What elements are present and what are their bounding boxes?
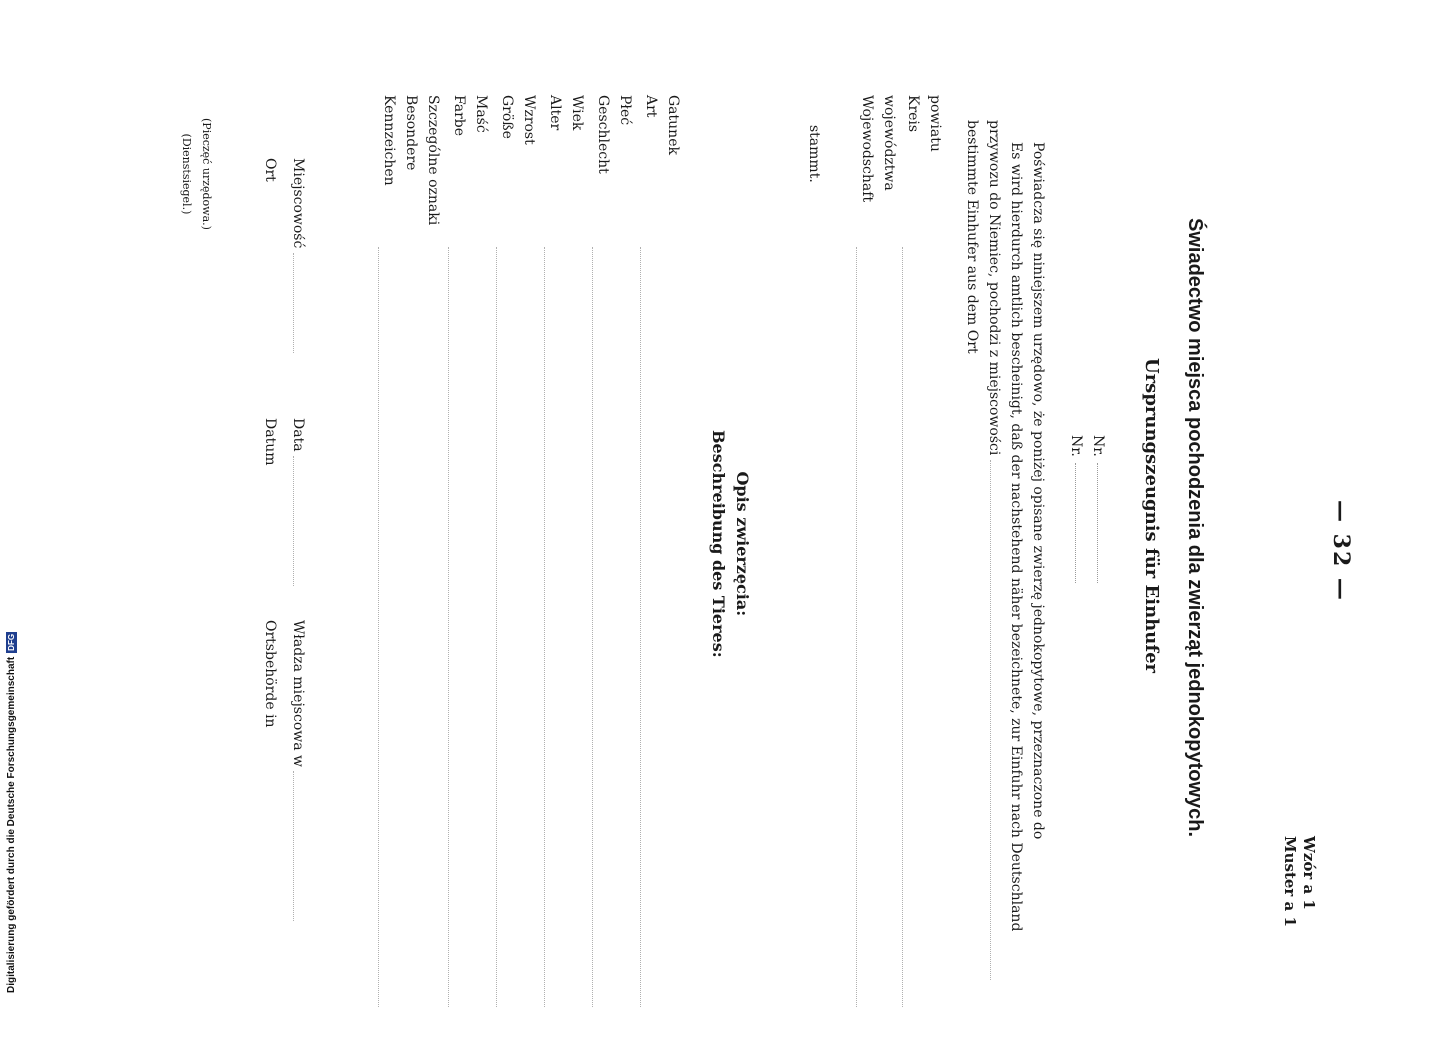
field-fill-line bbox=[448, 247, 463, 1007]
intro-line2-pl bbox=[983, 120, 1005, 1050]
intro-line-pl: Poświadcza się niniejszem urzędowo, że poniżej opisane zwierzę jednokopytowe, przeznaczone do bbox=[1030, 142, 1046, 840]
field-fill-line bbox=[640, 247, 655, 1007]
official-stamp-note bbox=[176, 118, 216, 230]
field-label-de: Art bbox=[643, 95, 659, 118]
field-label-pl: Wiek bbox=[569, 95, 585, 131]
document-body bbox=[134, 0, 1434, 1000]
number-label-pl: Nr. bbox=[1090, 435, 1106, 457]
model-number-pl: Wzór a 1 bbox=[1300, 836, 1318, 910]
footer-place bbox=[256, 158, 312, 353]
field-fill-line bbox=[496, 247, 511, 1007]
credit-text: Digitalisierung gefördert durch die Deutsche Forschungsgemeinschaft bbox=[6, 656, 17, 993]
stammt-text: stammt. bbox=[806, 125, 822, 183]
field-label-de: Geschlecht bbox=[595, 95, 611, 174]
stamp-label-pl: (Pieczęć urzędowa.) bbox=[200, 118, 213, 230]
intro-line-de: Es wird hierdurch amtlich bescheinigt, daß der nachstehend näher bezeichnete, zur Einfuhr nach Deutschland bbox=[1008, 142, 1024, 932]
description-heading-pl: Opis zwierzęcia: bbox=[733, 471, 752, 617]
field-label-de: Größe bbox=[499, 95, 515, 139]
footer-date bbox=[256, 418, 312, 586]
number-fill-line bbox=[1098, 463, 1099, 583]
intro-line2-de: bestimmte Einhufer aus dem Ort bbox=[964, 120, 980, 354]
origin-field-district bbox=[902, 95, 946, 1007]
intro-paragraph bbox=[961, 120, 1049, 1050]
desc-field-age bbox=[544, 95, 588, 1007]
field-label-pl: Gatunek bbox=[665, 95, 681, 155]
field-label-de: Alter bbox=[547, 95, 563, 131]
origin-place-label-pl: przywozu do Niemiec, pochodzi z miejscowości bbox=[986, 120, 1002, 456]
desc-field-sex bbox=[592, 95, 636, 1007]
description-heading-de: Beschreibung des Tieres: bbox=[709, 430, 728, 658]
digitization-credit bbox=[6, 632, 17, 993]
field-label-pl: województwa bbox=[881, 95, 897, 191]
field-fill-line bbox=[902, 247, 917, 1007]
footer-authority bbox=[256, 620, 312, 921]
authority-label-de: Ortsbehörde in bbox=[262, 620, 278, 728]
date-label-pl: Data bbox=[290, 418, 306, 452]
field-label-pl: powiatu bbox=[927, 95, 943, 152]
description-heading bbox=[706, 430, 754, 658]
field-label-pl: Maść bbox=[473, 95, 489, 133]
authority-label-pl: Władza miejscowa w bbox=[290, 620, 306, 768]
dfg-logo-icon: DFG bbox=[7, 633, 16, 651]
number-fill-line-de bbox=[1076, 463, 1077, 583]
model-number-de: Muster a 1 bbox=[1281, 836, 1299, 927]
place-label-pl: Miejscowość bbox=[290, 158, 306, 249]
desc-field-marks bbox=[378, 95, 444, 1007]
field-fill-line bbox=[592, 247, 607, 1007]
desc-field-species bbox=[640, 95, 684, 1007]
number-label-de: Nr. bbox=[1068, 435, 1084, 457]
date-fill-line bbox=[294, 456, 303, 586]
field-label-de: Farbe bbox=[451, 95, 467, 137]
origin-field-province bbox=[856, 95, 900, 1007]
authority-fill-line bbox=[294, 771, 303, 921]
field-label-pl: Wzrost bbox=[521, 95, 537, 145]
title-polish: Świadectwo miejsca pochodzenia dla zwierząt jednokopytowych. bbox=[1184, 218, 1206, 838]
field-label-de: Besondere Kennzeichen bbox=[381, 95, 419, 186]
field-label-de: Wojewodschaft bbox=[859, 95, 875, 203]
origin-place-fill bbox=[990, 460, 1001, 980]
desc-field-color bbox=[448, 95, 492, 1007]
field-label-de: Kreis bbox=[905, 95, 921, 133]
certificate-number bbox=[1065, 435, 1109, 583]
field-label-pl: Szczególne oznaki bbox=[425, 95, 441, 226]
stamp-label-de: (Dienstsiegel.) bbox=[180, 133, 193, 215]
place-label-de: Ort bbox=[262, 158, 278, 182]
place-fill-line bbox=[294, 253, 303, 353]
title-german: Ursprungszeugnis für Einhufer bbox=[1141, 358, 1162, 674]
field-fill-line bbox=[378, 247, 393, 1007]
page-number: — 32 — bbox=[1328, 500, 1354, 602]
desc-field-height bbox=[496, 95, 540, 1007]
field-fill-line bbox=[544, 247, 559, 1007]
date-label-de: Datum bbox=[262, 418, 278, 466]
field-label-pl: Płeć bbox=[617, 95, 633, 126]
field-fill-line bbox=[856, 247, 871, 1007]
model-number bbox=[1280, 836, 1318, 927]
